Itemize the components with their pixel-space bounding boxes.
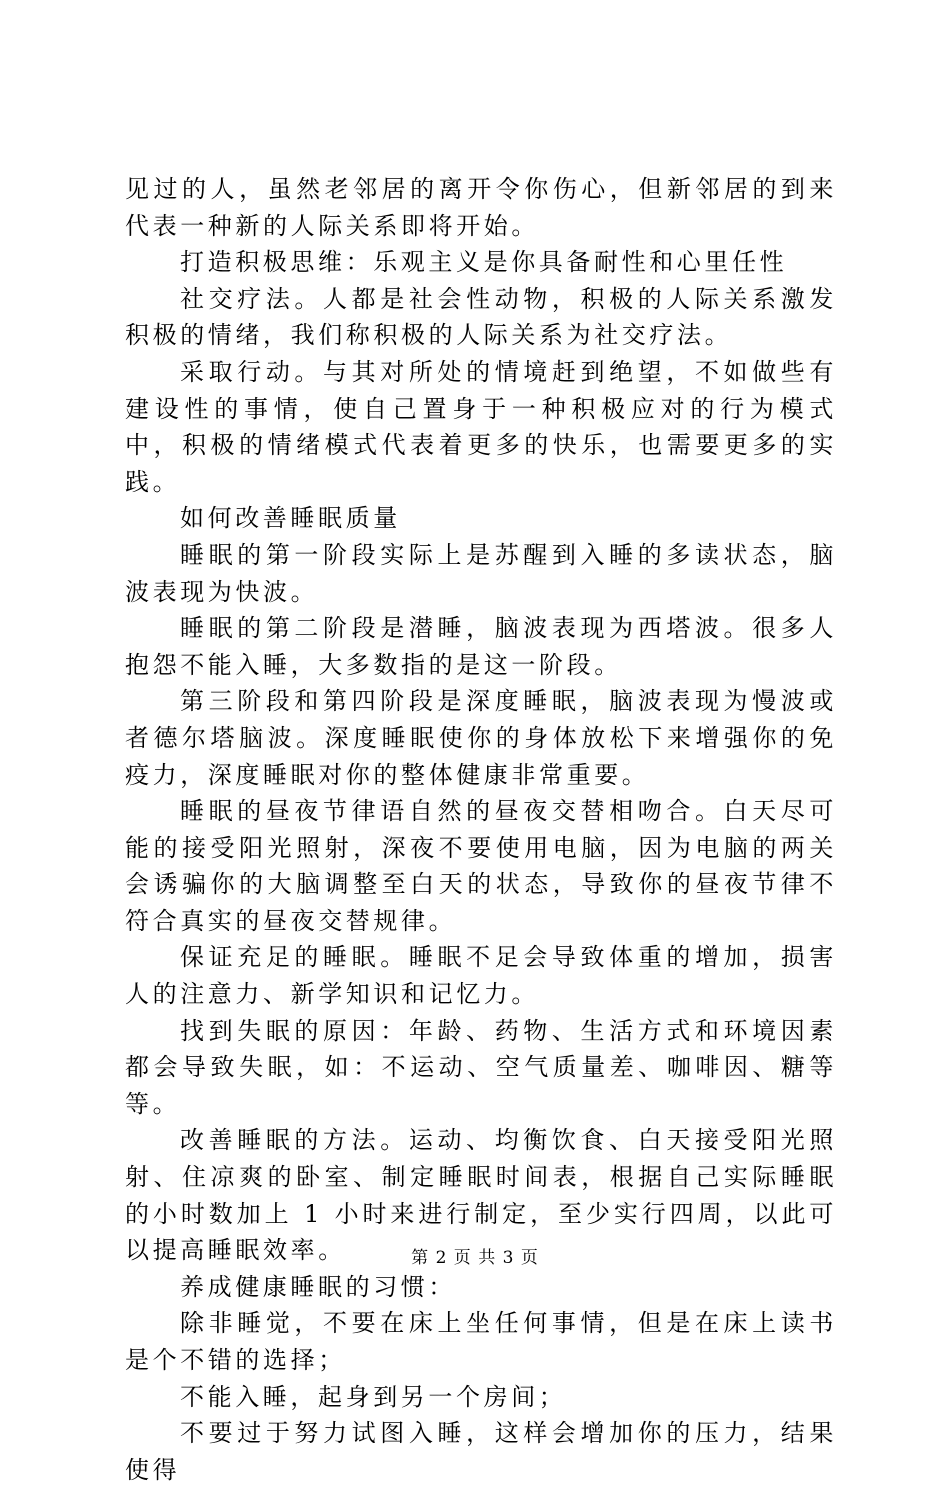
paragraph: 找到失眠的原因：年龄、药物、生活方式和环境因素都会导致失眠，如：不运动、空气质量差、咖啡因、糖等等。 [125, 1016, 837, 1118]
paragraph: 睡眠的第二阶段是潜睡，脑波表现为西塔波。很多人抱怨不能入睡，大多数指的是这一阶段。 [125, 614, 837, 679]
page-footer [0, 1243, 950, 1268]
document-body [125, 171, 837, 1488]
paragraph: 养成健康睡眠的习惯： [180, 1272, 456, 1301]
paragraph: 不要过于努力试图入睡，这样会增加你的压力，结果使得 [125, 1419, 837, 1484]
paragraph: 见过的人，虽然老邻居的离开令你伤心，但新邻居的到来代表一种新的人际关系即将开始。 [125, 175, 837, 240]
paragraph: 采取行动。与其对所处的情境赶到绝望，不如做些有建设性的事情，使自己置身于一种积极应对的行为模式中，积极的情绪模式代表着更多的快乐，也需要更多的实践。 [125, 357, 837, 496]
paragraph: 改善睡眠的方法。运动、均衡饮食、白天接受阳光照射、住凉爽的卧室、制定睡眠时间表，根据自己实际睡眠的小时数加上 1 小时来进行制定，至少实行四周，以此可以提高睡眠效率。 [125, 1126, 837, 1265]
paragraph: 睡眠的昼夜节律语自然的昼夜交替相吻合。白天尽可能的接受阳光照射，深夜不要使用电脑，因为电脑的两关会诱骗你的大脑调整至白天的状态，导致你的昼夜节律不符合真实的昼夜交替规律。 [125, 797, 837, 935]
section-heading: 如何改善睡眠质量 [180, 504, 401, 533]
paragraph: 除非睡觉，不要在床上坐任何事情，但是在床上读书是个不错的选择； [125, 1309, 837, 1374]
paragraph: 保证充足的睡眠。睡眠不足会导致体重的增加，损害人的注意力、新学知识和记忆力。 [125, 943, 837, 1009]
paragraph: 不能入睡，起身到另一个房间； [180, 1382, 567, 1411]
paragraph: 社交疗法。人都是社会性动物，积极的人际关系激发积极的情绪，我们称积极的人际关系为社交疗法。 [125, 284, 837, 350]
page-number-label: 第 2 页 共 3 页 [411, 1248, 539, 1268]
paragraph: 睡眠的第一阶段实际上是苏醒到入睡的多读状态，脑波表现为快波。 [125, 540, 837, 606]
paragraph: 第三阶段和第四阶段是深度睡眠，脑波表现为慢波或者德尔塔脑波。深度睡眠使你的身体放松下来增强你的免疫力，深度睡眠对你的整体健康非常重要。 [125, 687, 837, 789]
paragraph: 打造积极思维：乐观主义是你具备耐性和心里任性 [180, 248, 788, 277]
